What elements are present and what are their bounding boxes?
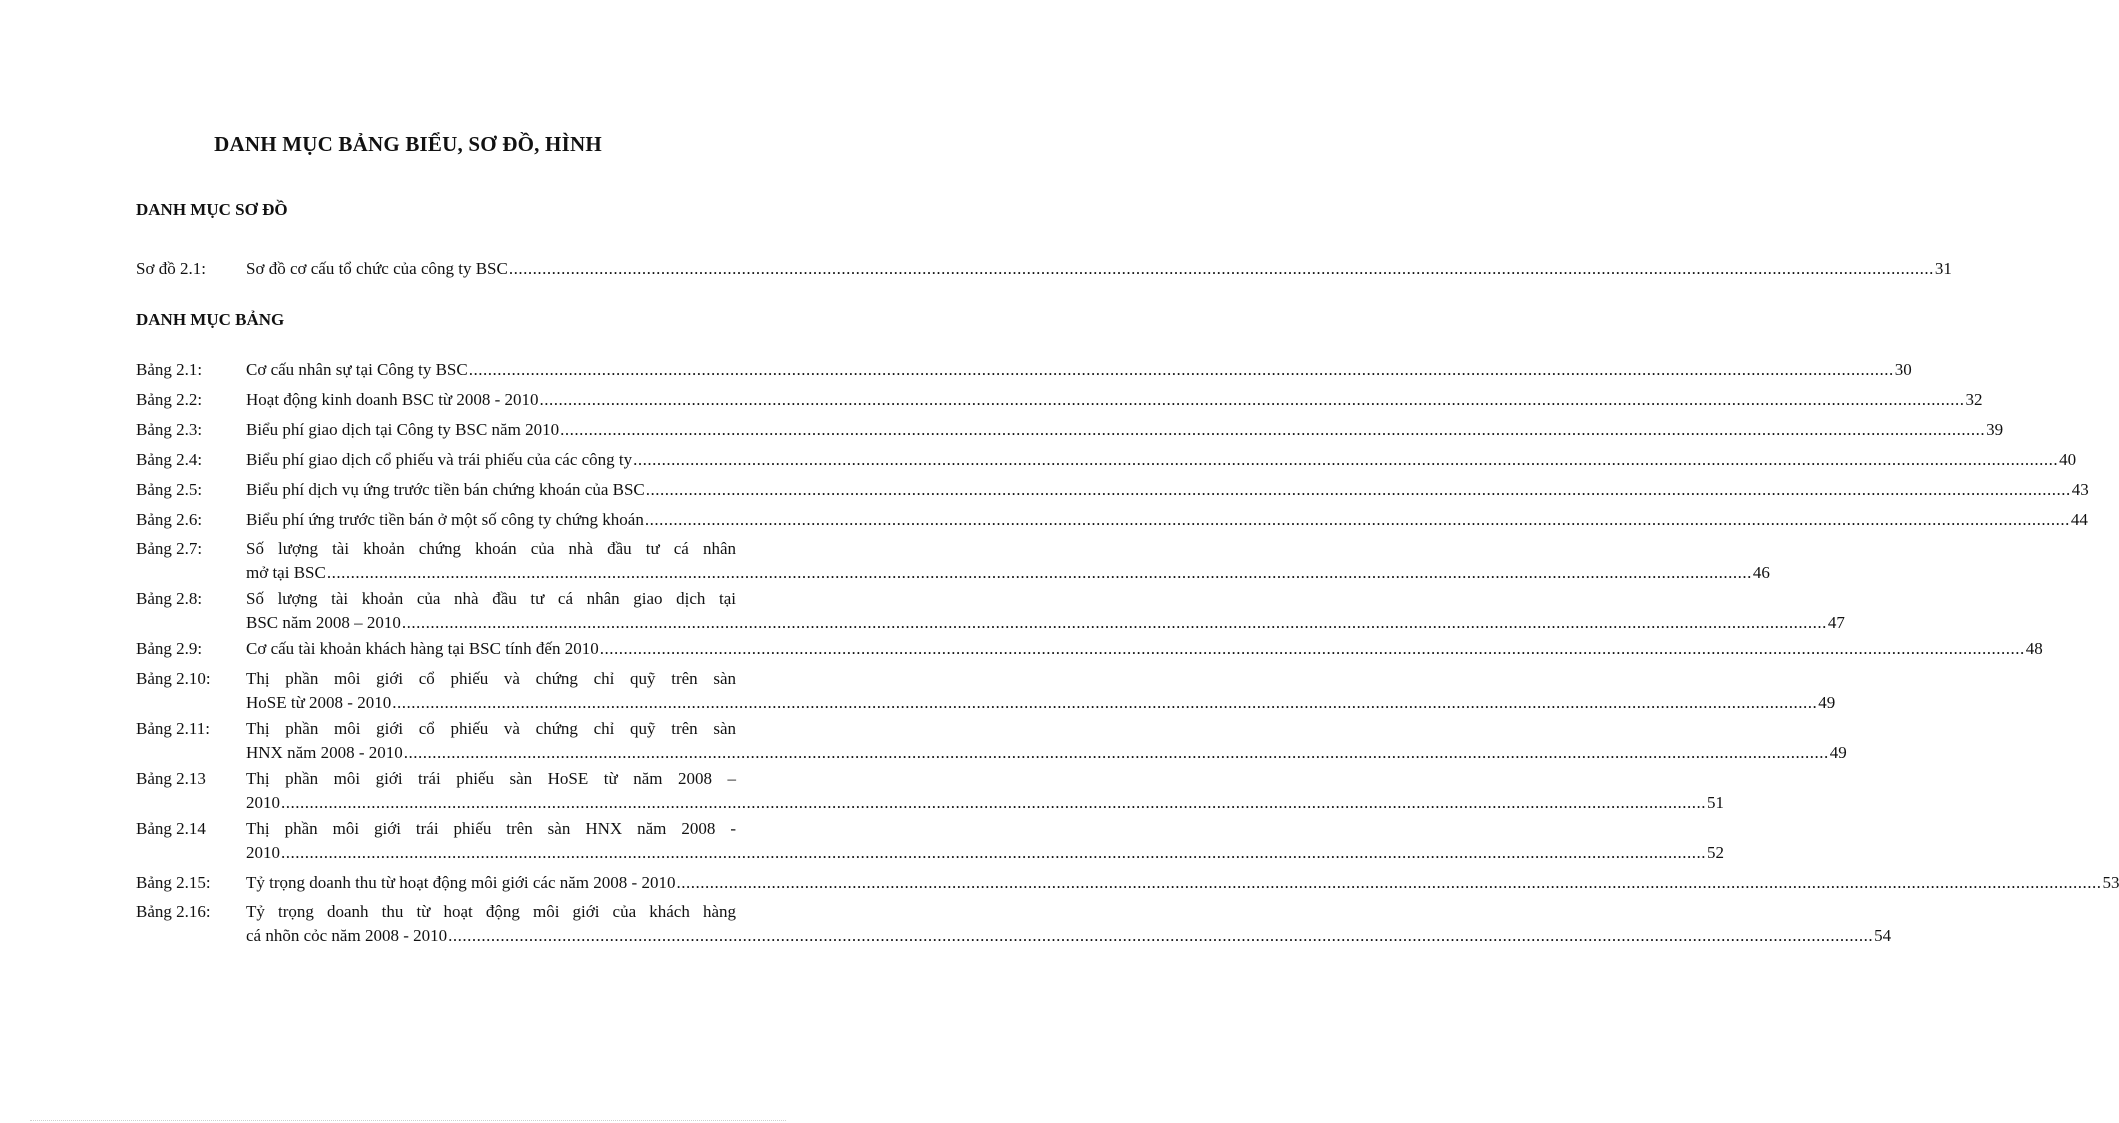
table-page-number: 32 bbox=[1965, 390, 1983, 409]
table-caption-last-line bbox=[246, 691, 1836, 715]
table-dot-leader: ............................................................................................................................................................................................................................................................................................................ bbox=[539, 390, 1965, 409]
table-caption-text: Tỷ trọng doanh thu từ hoạt động môi giới các năm 2008 - 2010 bbox=[246, 873, 676, 892]
table-number: Bảng 2.16: bbox=[136, 902, 211, 921]
table-number: Bảng 2.1: bbox=[136, 360, 203, 379]
table-number: Bảng 2.2: bbox=[136, 390, 203, 409]
table-dot-leader: ............................................................................................................................................................................................................................................................................................................ bbox=[560, 420, 1986, 439]
table-caption-line: Số lượng tài khoản của nhà đầu tư cá nhân giao dịch tại bbox=[246, 589, 736, 608]
table-caption-line: Thị phần môi giới cổ phiếu và chứng chỉ quỹ trên sàn bbox=[246, 669, 736, 688]
table-page-number: 40 bbox=[2059, 450, 2077, 469]
table-caption-line: Thị phần môi giới trái phiếu sàn HoSE từ năm 2008 – bbox=[246, 769, 736, 788]
table-caption-text: Biểu phí ứng trước tiền bán ở một số công ty chứng khoán bbox=[246, 510, 644, 529]
table-caption-last-line bbox=[246, 871, 2119, 895]
table-page-number: 43 bbox=[2071, 480, 2089, 499]
table-caption-last-line bbox=[246, 358, 1912, 382]
table-caption-last-line bbox=[246, 388, 1983, 412]
table-number: Bảng 2.10: bbox=[136, 669, 211, 688]
table-caption-text: HoSE từ 2008 - 2010 bbox=[246, 693, 392, 712]
diagram-caption-last-line bbox=[246, 257, 1952, 281]
diagram-number: Sơ đồ 2.1: bbox=[136, 259, 206, 278]
table-page-number: 49 bbox=[1818, 693, 1836, 712]
table-caption-text: HNX năm 2008 - 2010 bbox=[246, 743, 403, 762]
table-number: Bảng 2.4: bbox=[136, 450, 203, 469]
page-bottom-rule bbox=[30, 1120, 786, 1121]
table-caption-last-line bbox=[246, 637, 2043, 661]
table-dot-leader: ............................................................................................................................................................................................................................................................................................................ bbox=[401, 613, 1827, 632]
table-caption-last-line bbox=[246, 418, 2004, 442]
table-caption-text: Hoạt động kinh doanh BSC từ 2008 - 2010 bbox=[246, 390, 539, 409]
table-page-number: 51 bbox=[1707, 793, 1724, 812]
table-section-heading: DANH MỤC BẢNG bbox=[136, 310, 285, 329]
diagram-caption-text: Sơ đồ cơ cấu tổ chức của công ty BSC bbox=[246, 259, 508, 278]
diagram-page-number: 31 bbox=[1934, 259, 1952, 278]
table-caption-last-line bbox=[246, 924, 1892, 948]
table-caption-text: Biểu phí giao dịch cổ phiếu và trái phiếu của các công ty bbox=[246, 450, 633, 469]
table-page-number: 53 bbox=[2102, 873, 2119, 892]
table-caption-line: Tỷ trọng doanh thu từ hoạt động môi giới của khách hàng bbox=[246, 902, 736, 921]
diagram-section-heading: DANH MỤC SƠ ĐỒ bbox=[136, 200, 288, 219]
table-page-number: 39 bbox=[1986, 420, 2004, 439]
diagram-dot-leader: ............................................................................................................................................................................................................................................................................................................ bbox=[508, 259, 1934, 278]
table-dot-leader: ............................................................................................................................................................................................................................................................................................................ bbox=[599, 639, 2025, 658]
table-dot-leader: ............................................................................................................................................................................................................................................................................................................ bbox=[676, 873, 2102, 892]
table-caption-last-line bbox=[246, 561, 1770, 585]
table-dot-leader: ............................................................................................................................................................................................................................................................................................................ bbox=[392, 693, 1818, 712]
table-dot-leader: ............................................................................................................................................................................................................................................................................................................ bbox=[448, 926, 1874, 945]
table-number: Bảng 2.15: bbox=[136, 873, 211, 892]
table-dot-leader: ............................................................................................................................................................................................................................................................................................................ bbox=[644, 510, 2070, 529]
table-page-number: 48 bbox=[2025, 639, 2043, 658]
table-number: Bảng 2.13 bbox=[136, 769, 206, 788]
table-number: Bảng 2.7: bbox=[136, 539, 203, 558]
table-page-number: 46 bbox=[1752, 563, 1770, 582]
table-caption-last-line bbox=[246, 791, 1724, 815]
table-dot-leader: ............................................................................................................................................................................................................................................................................................................ bbox=[326, 563, 1752, 582]
table-caption-last-line bbox=[246, 448, 2077, 472]
table-caption-text: 2010 bbox=[246, 793, 280, 812]
table-page-number: 44 bbox=[2070, 510, 2088, 529]
table-caption-line: Thị phần môi giới cổ phiếu và chứng chỉ quỹ trên sàn bbox=[246, 719, 736, 738]
table-number: Bảng 2.3: bbox=[136, 420, 203, 439]
table-number: Bảng 2.8: bbox=[136, 589, 203, 608]
table-page-number: 30 bbox=[1894, 360, 1912, 379]
table-caption-text: 2010 bbox=[246, 843, 280, 862]
table-caption-line: Số lượng tài khoản chứng khoán của nhà đầu tư cá nhân bbox=[246, 539, 736, 558]
table-caption-last-line bbox=[246, 741, 1847, 765]
table-dot-leader: ............................................................................................................................................................................................................................................................................................................ bbox=[645, 480, 2071, 499]
table-number: Bảng 2.5: bbox=[136, 480, 203, 499]
table-page-number: 54 bbox=[1874, 926, 1892, 945]
table-dot-leader: ............................................................................................................................................................................................................................................................................................................ bbox=[281, 843, 1706, 862]
table-caption-text: Cơ cấu nhân sự tại Công ty BSC bbox=[246, 360, 468, 379]
table-number: Bảng 2.11: bbox=[136, 719, 210, 738]
table-caption-last-line bbox=[246, 841, 1724, 865]
table-number: Bảng 2.14 bbox=[136, 819, 206, 838]
table-number: Bảng 2.9: bbox=[136, 639, 203, 658]
table-dot-leader: ............................................................................................................................................................................................................................................................................................................ bbox=[468, 360, 1894, 379]
table-dot-leader: ............................................................................................................................................................................................................................................................................................................ bbox=[403, 743, 1829, 762]
table-dot-leader: ............................................................................................................................................................................................................................................................................................................ bbox=[633, 450, 2059, 469]
table-caption-text: BSC năm 2008 – 2010 bbox=[246, 613, 401, 632]
table-dot-leader: ............................................................................................................................................................................................................................................................................................................ bbox=[281, 793, 1706, 812]
table-caption-last-line bbox=[246, 508, 2088, 532]
table-number: Bảng 2.6: bbox=[136, 510, 203, 529]
table-caption-last-line bbox=[246, 611, 1845, 635]
page-title: DANH MỤC BẢNG BIỂU, SƠ ĐỒ, HÌNH bbox=[214, 132, 602, 156]
table-page-number: 47 bbox=[1827, 613, 1845, 632]
table-page-number: 49 bbox=[1829, 743, 1847, 762]
table-caption-text: cá nhõn cỏc năm 2008 - 2010 bbox=[246, 926, 448, 945]
table-caption-line: Thị phần môi giới trái phiếu trên sàn HNX năm 2008 - bbox=[246, 819, 736, 838]
table-page-number: 52 bbox=[1707, 843, 1724, 862]
table-caption-text: Cơ cấu tài khoản khách hàng tại BSC tính đến 2010 bbox=[246, 639, 599, 658]
table-caption-text: mở tại BSC bbox=[246, 563, 326, 582]
table-caption-text: Biểu phí giao dịch tại Công ty BSC năm 2010 bbox=[246, 420, 560, 439]
table-caption-text: Biểu phí dịch vụ ứng trước tiền bán chứng khoán của BSC bbox=[246, 480, 645, 499]
table-caption-last-line bbox=[246, 478, 2089, 502]
